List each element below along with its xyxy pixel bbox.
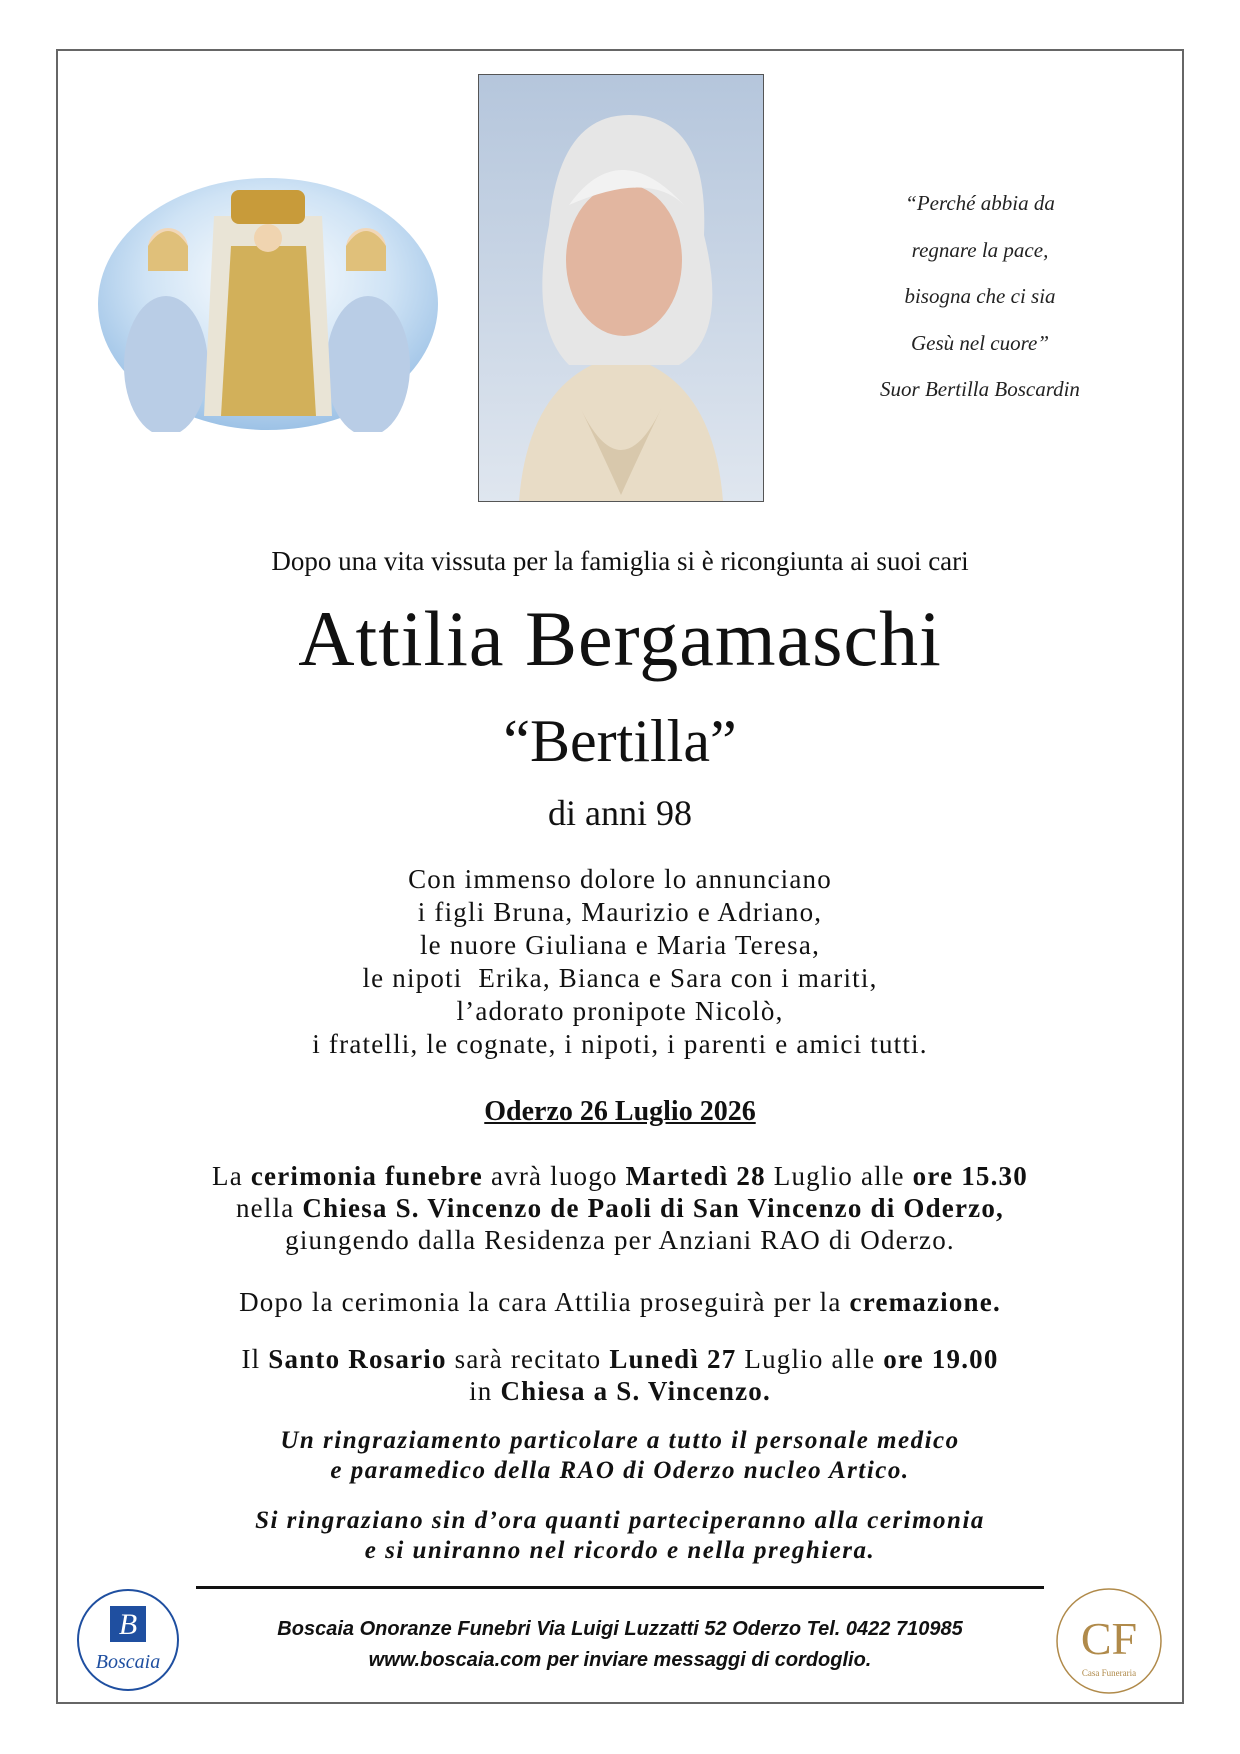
intro-text: Dopo una vita vissuta per la famiglia si è ricongiunta ai suoi cari bbox=[271, 546, 969, 576]
footer-divider bbox=[196, 1586, 1044, 1589]
family-line: i figli Bruna, Maurizio e Adriano, bbox=[417, 897, 823, 927]
quote-line: bisogna che ci sia bbox=[904, 284, 1056, 308]
ceremony-line: giungendo dalla Residenza per Anziani RAO di Oderzo. bbox=[285, 1225, 955, 1255]
deceased-name: Attilia Bergamaschi bbox=[298, 595, 942, 682]
ceremony-line: nella Chiesa S. Vincenzo de Paoli di San Vincenzo di Oderzo, bbox=[235, 1193, 1004, 1223]
family-line: i fratelli, le cognate, i nipoti, i parenti e amici tutti. bbox=[312, 1029, 928, 1059]
thanks-line: Si ringraziano sin d’ora quanti parteciperanno alla cerimonia bbox=[255, 1507, 985, 1534]
casa-funeraria-logo bbox=[1054, 1586, 1164, 1696]
footer-address: Boscaia Onoranze Funebri Via Luigi Luzzatti 52 Oderzo Tel. 0422 710985 bbox=[277, 1618, 963, 1640]
family-line: l’adorato pronipote Nicolò, bbox=[456, 996, 784, 1026]
family-announcement bbox=[0, 863, 1240, 1061]
rosary-line: in Chiesa a S. Vincenzo. bbox=[469, 1376, 771, 1406]
thanks-line: e paramedico della RAO di Oderzo nucleo Artico. bbox=[330, 1457, 910, 1484]
announcement-date bbox=[0, 1096, 1240, 1128]
thanks-staff bbox=[0, 1426, 1240, 1486]
deceased-nickname: “Bertilla” bbox=[503, 708, 737, 774]
madonna-image bbox=[96, 176, 440, 432]
quote-line: “Perché abbia da bbox=[905, 191, 1055, 215]
thanks-line: e si uniranno nel ricordo e nella preghiera. bbox=[364, 1537, 876, 1564]
quote-line: Gesù nel cuore” bbox=[910, 330, 1050, 355]
ceremony-info bbox=[0, 1160, 1240, 1256]
rosary-info bbox=[0, 1343, 1240, 1407]
madonna-figure bbox=[204, 190, 332, 416]
cf-logo-text: Casa Funeraria bbox=[1081, 1668, 1137, 1678]
boscaia-logo-letter: B bbox=[118, 1608, 138, 1641]
cremation-info: Dopo la cerimonia la cara Attilia proseguirà per la cremazione. bbox=[239, 1287, 1001, 1317]
footer-website[interactable]: www.boscaia.com per inviare messaggi di cordoglio. bbox=[368, 1649, 872, 1671]
ceremony-line: La cerimonia funebre avrà luogo Martedì 28 Luglio alle ore 15.30 bbox=[212, 1161, 1028, 1191]
quote-block bbox=[820, 180, 1140, 413]
quote-author: Suor Bertilla Boscardin bbox=[880, 377, 1080, 401]
cf-logo-letters: CF bbox=[1080, 1613, 1138, 1664]
quote-line: regnare la pace, bbox=[911, 237, 1049, 262]
family-line: le nuore Giuliana e Maria Teresa, bbox=[419, 930, 821, 960]
thanks-all bbox=[0, 1506, 1240, 1566]
deceased-portrait bbox=[478, 74, 764, 502]
thanks-line: Un ringraziamento particolare a tutto il personale medico bbox=[280, 1427, 960, 1454]
deceased-age: di anni 98 bbox=[548, 793, 692, 833]
family-line: le nipoti Erika, Bianca e Sara con i mariti, bbox=[362, 963, 878, 993]
family-line: Con immenso dolore lo annunciano bbox=[408, 864, 832, 894]
rosary-line: Il Santo Rosario sarà recitato Lunedì 27 Luglio alle ore 19.00 bbox=[241, 1344, 999, 1374]
boscaia-logo-text: Boscaia bbox=[95, 1651, 161, 1673]
boscaia-logo bbox=[76, 1588, 180, 1692]
date-text: Oderzo 26 Luglio 2026 bbox=[484, 1096, 756, 1127]
